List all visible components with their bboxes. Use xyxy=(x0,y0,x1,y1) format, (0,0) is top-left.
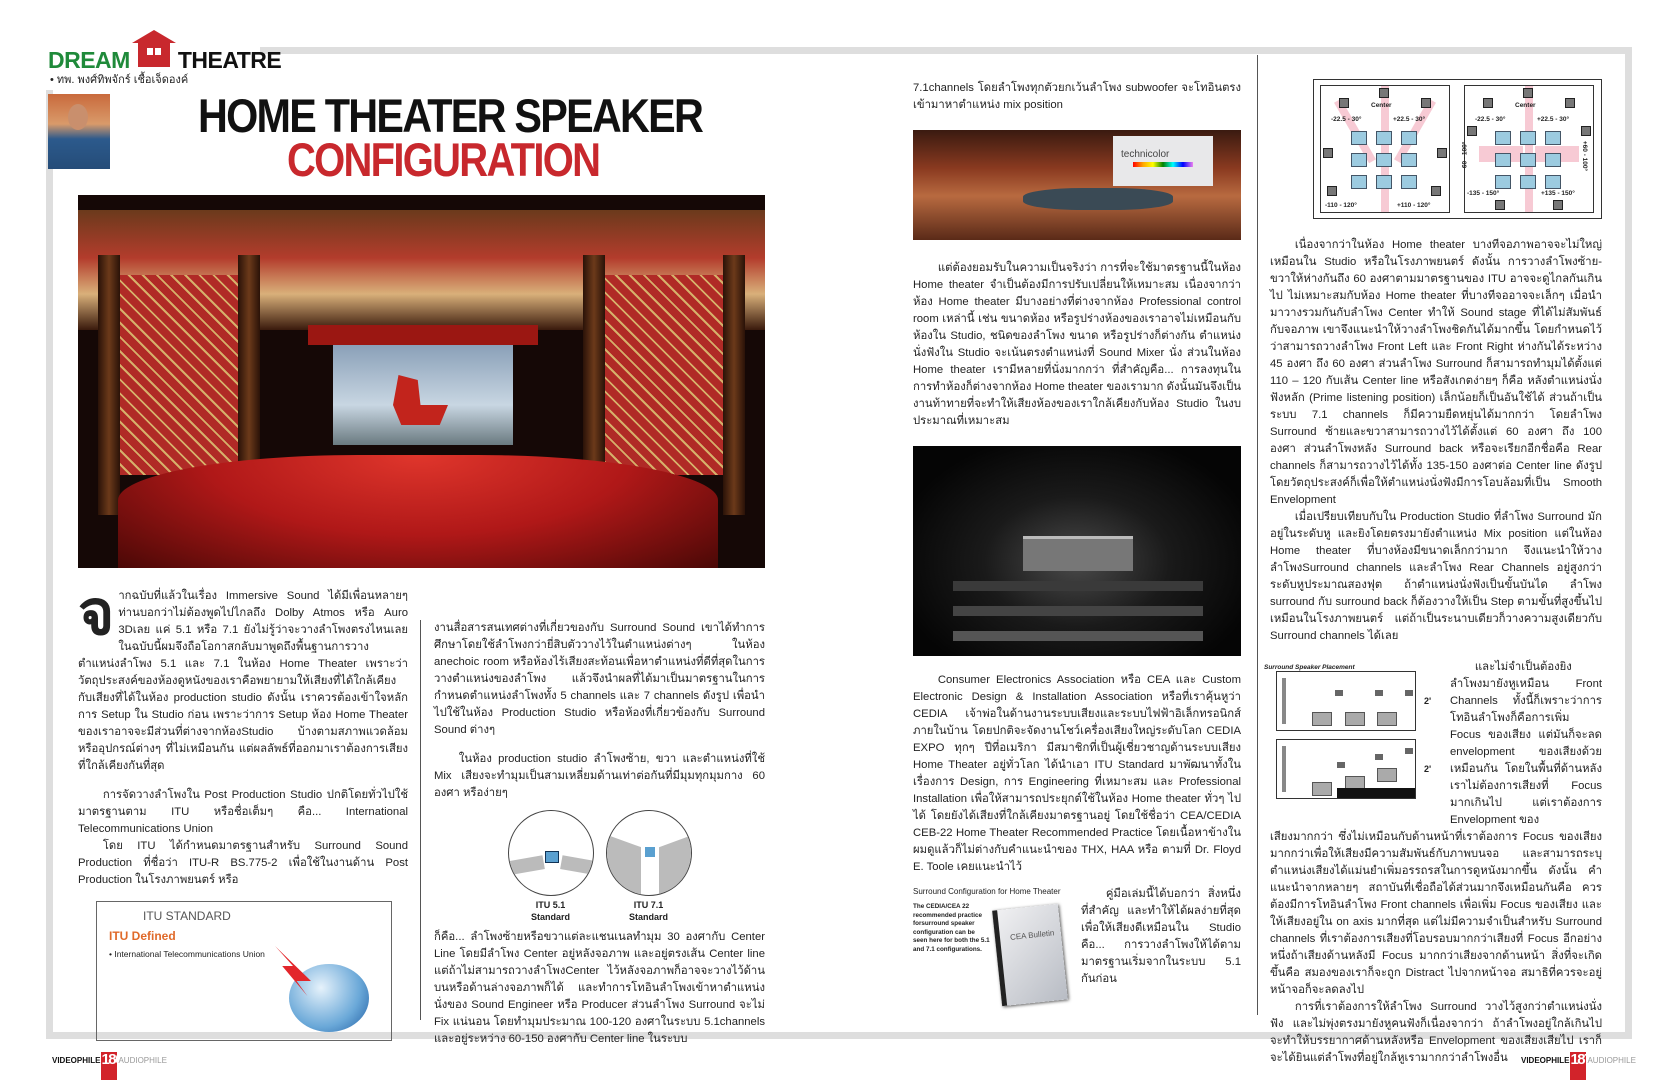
surround-placement-stepped xyxy=(1276,739,1416,799)
author-byline: • ทพ. พงศ์ทิพจักร์ เชื้อเจ็ดองค์ xyxy=(50,74,189,86)
speaker-layout-diagram: Center -22.5 - 30° +22.5 - 30° -110 - 120° +110 - 120° Center -22.5 - 30° +22.5 - 30° -60 - 100° +60 - 100° -135 - 150° +135 - 150° xyxy=(1313,79,1602,219)
house-icon xyxy=(132,40,176,70)
surround-placement-flat xyxy=(1276,671,1416,731)
column-divider xyxy=(420,620,421,1020)
article-subtitle: CONFIGURATION xyxy=(287,133,600,186)
home-theater-photo xyxy=(78,195,765,568)
figure-title: Surround Configuration for Home Theater xyxy=(913,887,1061,896)
column-divider xyxy=(1257,55,1258,1015)
page-number: 186 xyxy=(101,1052,117,1080)
technicolor-studio-photo: technicolor xyxy=(913,130,1241,240)
column-4: Center -22.5 - 30° +22.5 - 30° -110 - 120° +110 - 120° Center -22.5 - 30° +22.5 - 30° -60 - 100° +60 - 100° -135 - 150° +135 - 150° เนื่องจากว่าในห้อง Home theater บางทีจอภาพอาจจะไม่ใหญ่เหมือนใน Studio หรือในโรงภาพยนตร์ ดังนั้น การวางลำโพงซ้าย-ขวาให้ห่างกันถึง 60 องศาตามมาตรฐานของ ITU อาจจะดูไกลกันเกินไป ไม่เหมาะสมกับห้อง Home theater ที่บางทีจออาจจะเล็กๆ เมื่อนำมาวางรวมกันกับลำโพง Center ทำให้ Sound stage ที่ได้ไม่สัมพันธ์กับจอภาพ เขาจึงแนะนำให้วางลำโพงชิดกันได้มากขึ้น โดยกำหนดไว้ว่าสามารถวางลำโพง Front Left และ Front Right ห่างกันได้ระหว่าง 45 องศา ถึง 60 องศา ส่วนลำโพง Surround ก็สามารถทำมุมได้ตั้งแต่ 110 – 120 กับเส้น Center line หรือสังเกตง่ายๆ ก็คือ หลังตำแหน่งนั่งฟังหลัก (Prime listening position) เล็กน้อยก็เป็นอันใช้ได้ ส่วนถ้าเป็นระบบ 7.1 channels ก็มีความยืดหยุ่นได้มากกว่า โดยลำโพง Surround ซ้ายและขวาสามารถวางไว้ได้ตั้งแต่ 60 องศา ถึง 100 องศา ส่วนลำโพงหลัง Surround back หรือจะเรียกอีกชื่อคือ Rear channels ก็สามารถวางไว้ได้ทั้ง 135-150 องศาต่อ Center line ดังรูป โดยวัตถุประสงค์ก็เพื่อให้ตำแหน่งนั่งฟังมีการโอบล้อมที่เป็น Smooth Envelopment เมื่อเปรียบเทียบกับใน Production Studio ที่ลำโพง Surround มักอยู่ในระดับหู และยิงโดยตรงมายังตำแหน่ง Mix position แต่ในห้อง Home theater ที่บางห้องมีขนาดเล็กกว่ามาก จึงแนะนำให้วางลำโพงSurround channels และลำโพง Rear Channels อยู่สูงกว่าระดับหูประมาณสองฟุต ถ้าตำแหน่งนั่งฟังเป็นขั้นบันได ลำโพง surround กับ surround back ก็ต้องวางให้เป็น Step ตามขั้นที่สูงขึ้นไปเหมือนในโรงภาพยนตร์ แต่ถ้าเป็นระนาบเดียวก็วางความสูงเดียวกับ Surround channels ได้เลย Surround Speaker Placement 2' 2' และไม่จำเป็นต้องยิงลำโพงมายังหูเหมือน Front Channels ทั้งนี้ก็เพราะว่าการโทอินลำโพงก็คือการเพิ่ม Focus ของเสียง แต่มันก็จะลด envelopment ของเสียงด้วยเหมือนกัน โดยในพื้นที่ด้านหลังเราไม่ต้องการเสียงที่ Focus มากเกินไป แต่เราต้องการ Envelopment ของ เสียงมากกว่า ซึ่งไม่เหมือนกับด้านหน้าที่เราต้องการ Focus ของเสียงมากกว่าเพื่อให้เสียงมีความสัมพันธ์กับภาพบนจอ และสามารถระบุตำแหน่งเสียงได้แม่นยำเพิ่มอรรถรสในการดูหนังมากขึ้น ดังนั้น คำแนะนำจากหลายๆ สถาบันที่เชื่อถือได้ส่วนมากจึงเหมือนกันคือ ควรต้องมีการโทอินลำโพง Front channels เพื่อเพิ่ม Focus ของเสียง และให้เสียงอยู่ใน on axis มากที่สุด แต่ไม่มีความจำเป็นสำหรับ Surround channels ที่เราต้องการเสียงที่โอบรอบมากกว่าเสียงที่ Focus อีกอย่างหนึ่งถ้าเสียงด้านหลังมี Focus มากกว่าเสียงจากด้านหน้า สิ่งที่จะเกิดขึ้นคือ สมองของเราก็จะถูก Distract ไปจากหน้าจอ สมาธิที่ควรจะอยู่หน้าจอก็จะลดลงไป การที่เราต้องการให้ลำโพง Surround วางไว้สูงกว่าตำแหน่งนั่งฟัง และไม่พุ่งตรงมายังหูคนฟังก็เนื่องจากว่า ถ้าลำโพงอยู่ใกล้เกินไปจะทำให้บรรยากาศด้านหลังหรือ Envelopment ของเสียงเสียไป เราก็จะได้ยินแต่ลำโพงที่อยู่ใกล้หูเรามากกว่าลำโพงอื่น xyxy=(1270,79,1602,1067)
itu-standard-figure: ITU STANDARD ITU Defined • International Telecommunications Union xyxy=(96,901,392,1041)
surround-placement-figure: Surround Speaker Placement 2' 2' xyxy=(1270,659,1442,805)
column-3: 7.1channels โดยลำโพงทุกตัวยกเว้นลำโพง subwoofer จะโทอินตรงเข้ามาหาตำแหน่ง mix position technicolor แต่ต้องยอมรับในความเป็นจริงว่า การที่จะใช้มาตรฐานนี้ในห้อง Home theater จำเป็นต้องมีการปรับเปลี่ยนให้เหมาะสม เนื่องจากว่าห้อง Home theater มีบางอย่างที่ต่างจากห้อง Professional control room เหล่านี้ เช่น ขนาดห้อง หรือรูปร่างห้องของเราอาจไม่เหมือนกับห้องใน Studio, ชนิดของลำโพง ขนาด หรือรูปร่างก็ต่างกัน ตำแหน่งนั่งฟังใน Studio จะเน้นตรงตำแหน่งที่ Sound Mixer นั่ง ส่วนในห้อง Home theater เรามีหลายที่นั่งมากกว่า ที่สำคัญคือ... การลงทุนในการทำห้องก็ต่างจากห้อง Home theater ของเรามาก ดังนั้นมันจึงเป็นงานท้าทายที่จะทำให้เสียงห้องของเราใกล้เคียงกับห้อง Studio ในงบประมาณที่เหมาะสม Consumer Electronics Association หรือ CEA และ Custom Electronic Design & Installation Association หรือที่เราคุ้นหูว่า CEDIA เจ้าพ่อในด้านงานระบบเสียงและระบบไฟฟ้าอิเล็กทรอนิกส์ภายในบ้าน โดยปกติจะจัดงานโชว์เครื่องเสียงใหญ่ระดับโลก CEDIA EXPO ทุกๆ ปีที่อเมริกา มีสมาชิกที่เป็นผู้เชี่ยวชาญด้านระบบเสียง Home Theater อยู่ทั่วโลก ได้นำเอา ITU Standard มาพัฒนาทั้งในเรื่องการ Design, การ Engineering ที่เหมาะสม และ Professional Installation เพื่อให้สามารถประยุกต์ใช้ในห้อง Home theater ทั่วๆ ไปได้ โดยยังได้เสียงที่ใกล้เคียงมาตรฐานอยู่ โดยใช้ชื่อว่า CEA/CEDIA CEB-22 Home Theater Recommended Practice โดยเนื้อหาข้างในผมดูแล้วก็ไม่ต่างกับคำแนะนำของ THX, HAA หรือ ตามที่ Dr. Floyd E. Toole เคยแนะนำไว้ Surround Configuration for Home Theater The CEDIA/CEA 22 recommended practice forsurround speaker configuration can be seen here for both the 5.1 and 7.1 configurations. CEA Bulletin คู่มือเล่มนี้ได้บอกว่า สิ่งหนึ่งที่สำคัญ และทำให้ได้ผลง่ายที่สุด เพื่อให้เสียงดีเหมือนใน Studio คือ... การวางลำโพงให้ได้ตามมาตรฐานเริ่มจากในระบบ 5.1 กันก่อน xyxy=(913,80,1241,1003)
dark-studio-photo xyxy=(913,446,1241,656)
dream-theatre-logo: DREAM THEATRE xyxy=(48,40,281,74)
article-title: HOME THEATER SPEAKER xyxy=(198,89,703,142)
page-number: 187 xyxy=(1570,1052,1586,1080)
footer-right: VIDEOPHILE 187 AUDIOPHILE xyxy=(1521,1052,1636,1080)
author-photo xyxy=(48,94,110,169)
surround-config-figure xyxy=(913,886,1073,1003)
column-1: จากฉบับที่แล้วในเรื่อง Immersive Sound ได้มีเพื่อนหลายๆ ท่านบอกว่าไม่ต้องพูดไปไกลถึง Dolby Atmos หรือ Auro 3Dเลย แค่ 5.1 หรือ 7.1 ยังไม่รู้ว่าจะวางลำโพงตรงไหนเลย ในฉบับนี้ผมจึงถือโอกาสกลับมาพูดถึงพื้นฐานการวางตำแหน่งลำโพง 5.1 และ 7.1 ในห้อง Home Theater เพราะว่าวัตถุประสงค์ของห้องดูหนังของเราคือพยายามให้เสียงที่ได้ใกล้เคียงกับเสียงที่ได้ในห้อง production studio ดังนั้น เราควรต้องเข้าใจหลักการ Setup ใน Studio ก่อน เพราะว่าการ Setup ห้อง Home Theater ของเราอาจจะมีส่วนที่ต่างจากห้องStudio บ้างตามสภาพแวดล้อม หรืออุปกรณ์ต่างๆ ที่ไม่เหมือนกัน แต่ผลลัพธ์ที่ออกมาเราต้องการเสียงที่ใกล้เคียงกันที่สุด การจัดวางลำโพงใน Post Production Studio ปกติโดยทั่วไปใช้มาตรฐานตาม ITU หรือชื่อเต็มๆ คือ... International Telecommunications Union โดย ITU ได้กำหนดมาตรฐานสำหรับ Surround Sound Production ที่ชื่อว่า ITU-R BS.775-2 เพื่อใช้ในงานด้าน Post Production ในโรงภาพยนตร์ หรือ ITU STANDARD ITU Defined • International Telecommunications Union xyxy=(78,588,408,1041)
itu-logo xyxy=(289,964,369,1032)
cea-bulletin-book: CEA Bulletin xyxy=(992,904,1068,1006)
placement-figure-title: Surround Speaker Placement xyxy=(1264,664,1355,671)
itu-71-diagram xyxy=(606,810,692,896)
itu-51-diagram xyxy=(508,810,594,896)
drop-cap: จ xyxy=(78,579,115,648)
figure-caption: The CEDIA/CEA 22 recommended practice forsurround speaker configuration can be seen here for both the 5.1 and 7.1 configurations. xyxy=(913,903,990,953)
column-2: งานสื่อสารสนเทศต่างที่เกี่ยวของกับ Surround Sound เขาได้ทำการศึกษาโดยใช้ลำโพงกว่ายี่สิบตัววางไว้ในตำแหน่งต่างๆ ในห้อง anechoic room หรือห้องไร้เสียงสะท้อนเพื่อหาตำแหน่งที่ดีที่สุดในการวางตำแหน่งของลำโพง แล้วจึงนำผลที่ได้มาเป็นมาตรฐานในการกำหนดตำแหน่งลำโพงทั้ง 5 channels และ 7 channels ดังรูป เพื่อนำไปใช้ในห้อง Production Studio หรือห้องที่เกี่ยวข้องกับ Surround Sound ต่างๆ ในห้อง production studio ลำโพงซ้าย, ขวา และตำแหน่งที่ใช้ Mix เสียงจะทำมุมเป็นสามเหลี่ยมด้านเท่าต่อกันที่มีมุมทุกมุมกาง 60 องศา หรือง่ายๆ ITU 5.1 Standard ITU 7.1 Standard ก็คือ... ลำโพงซ้ายหรือขวาแต่ละแชนเนลทำมุม 30 องศากับ Center Line โดยมีลำโพง Center อยู่หลังจอภาพ และอยู่ตรงเส้น Center line แต่ถ้าไม่สามารถวางลำโพงCenter ไว้หลังจอภาพก็อาจจะวางไว้ด้านบนหรือด้านล่างจอภาพก็ได้ และทำการโทอินลำโพงเข้าหาตำแหน่งนั่งของ Sound Engineer หรือ Producer ส่วนลำโพง Surround จะไม่ Fix แน่นอน โดยทำมุมประมาณ 100-120 องศาในระบบ 5.1channels และอยู่ระหว่าง 60-150 องศากับ Center line ในระบบ xyxy=(434,622,765,1045)
footer-left: VIDEOPHILE 186 AUDIOPHILE xyxy=(52,1052,167,1080)
